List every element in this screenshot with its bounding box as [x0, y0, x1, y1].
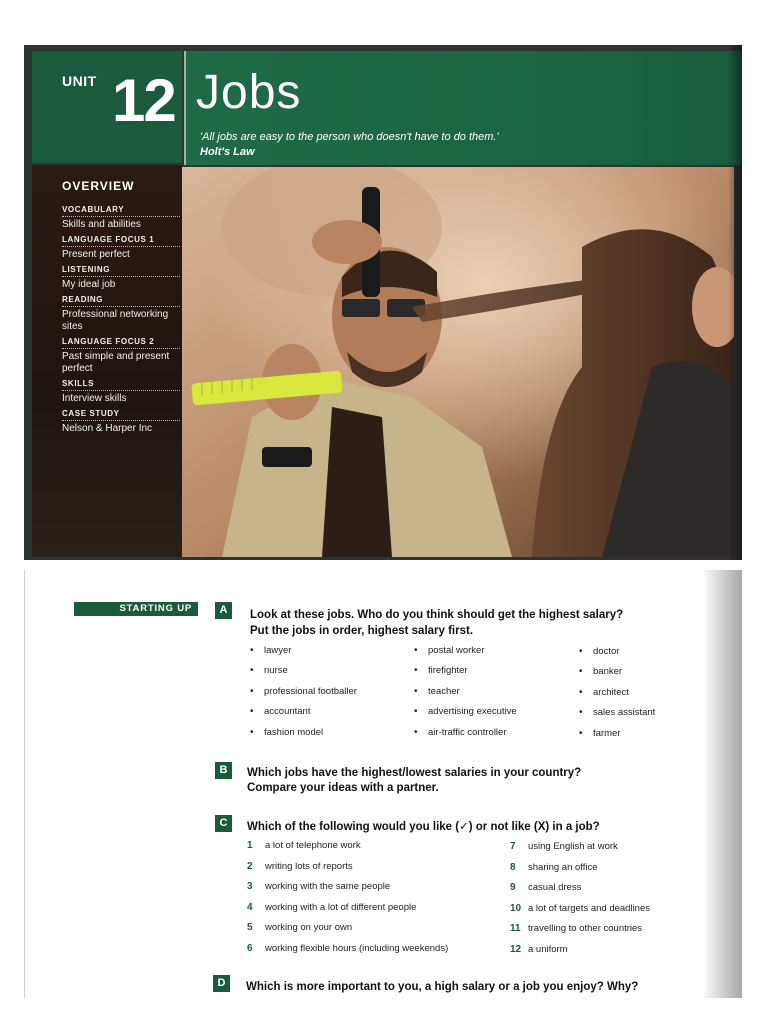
unit-number: 12 [112, 67, 175, 134]
overview-item [62, 295, 180, 333]
job-list-column-1 [250, 645, 357, 747]
job-item: • advertising executive [414, 706, 517, 718]
overview-category: READING [62, 295, 180, 307]
exercise-b-question-line2: Compare your ideas with a partner. [247, 782, 439, 794]
job-item: • lawyer [250, 645, 292, 656]
preference-list-column-2 [510, 841, 650, 965]
photo-illustration [182, 167, 734, 557]
page-margin-rule [24, 570, 25, 998]
exercise-b-question-line1: Which jobs have the highest/lowest salaries in your country? [247, 767, 582, 779]
overview-item [62, 337, 180, 375]
overview-item [62, 409, 180, 435]
preference-item: 10 a lot of targets and deadlines [510, 902, 651, 914]
quote-source: Holt's Law [200, 146, 255, 158]
unit-number-box [32, 51, 182, 163]
exercise-a-badge: A [215, 602, 232, 619]
overview-item [62, 379, 180, 405]
exercise-a-question-line1: Look at these jobs. Who do you think should get the highest salary? [250, 609, 624, 621]
exercise-d-badge: D [213, 975, 230, 992]
job-item: • firefighter [414, 665, 468, 677]
job-item: • architect [579, 686, 629, 698]
preference-item: 1 a lot of telephone work [247, 840, 361, 851]
job-item: • air-traffic controller [414, 726, 507, 738]
preference-item: 4 working with a lot of different people [247, 901, 417, 913]
preference-item: 5 working on your own [247, 922, 353, 934]
unit-opener-page [24, 45, 742, 560]
exercise-b-badge: B [215, 762, 232, 779]
exercise-c-badge: C [215, 815, 232, 832]
job-item: • sales assistant [579, 707, 656, 719]
preference-item: 3 working with the same people [247, 881, 391, 893]
overview-category: SKILLS [62, 379, 180, 391]
job-list-column-3 [579, 646, 655, 748]
preference-item: 9 casual dress [510, 882, 582, 894]
overview-list [62, 205, 180, 439]
section-banner: STARTING UP [74, 602, 198, 616]
job-item: • postal worker [414, 645, 485, 656]
preference-item: 2 writing lots of reports [247, 860, 353, 872]
page-gutter-shadow [702, 570, 742, 998]
job-list-column-2 [414, 645, 517, 747]
overview-topic: Interview skills [62, 393, 127, 404]
overview-topic: Past simple and present perfect [62, 351, 170, 374]
overview-topic: Nelson & Harper Inc [62, 423, 153, 434]
unit-quote: 'All jobs are easy to the person who doesn't have to do them.' [200, 131, 499, 143]
overview-category: VOCABULARY [62, 205, 180, 217]
preference-item: 7 using English at work [510, 841, 618, 852]
exercise-a-question-line2: Put the jobs in order, highest salary first. [250, 625, 474, 637]
exercise-d-question: Which is more important to you, a high salary or a job you enjoy? Why? [246, 981, 639, 993]
job-item: • fashion model [250, 726, 324, 738]
overview-item [62, 235, 180, 261]
overview-heading: OVERVIEW [62, 179, 135, 193]
banner-divider [184, 51, 186, 165]
overview-category: CASE STUDY [62, 409, 180, 421]
job-item: • professional footballer [250, 685, 357, 697]
page-edge-shadow [728, 45, 742, 560]
unit-title: Jobs [196, 66, 302, 119]
preference-item: 11 travelling to other countries [510, 923, 643, 935]
preference-list-column-1 [247, 840, 448, 964]
job-item: • accountant [250, 706, 311, 718]
overview-category: LANGUAGE FOCUS 1 [62, 235, 180, 247]
unit-title-banner [184, 51, 742, 165]
job-item: • nurse [250, 665, 288, 677]
overview-topic: My ideal job [62, 279, 116, 290]
overview-category: LISTENING [62, 265, 180, 277]
preference-item: 6 working flexible hours (including weekends) [247, 942, 449, 954]
preference-item: 8 sharing an office [510, 861, 598, 873]
overview-topic: Professional networking sites [62, 309, 169, 332]
job-item: • banker [579, 666, 623, 678]
job-item: • teacher [414, 685, 460, 697]
unit-label: UNIT [62, 73, 97, 89]
hairdresser-photo [182, 167, 734, 557]
starting-up-page [24, 570, 742, 998]
overview-topic: Present perfect [62, 249, 130, 260]
overview-item [62, 205, 180, 231]
overview-topic: Skills and abilities [62, 219, 141, 230]
overview-category: LANGUAGE FOCUS 2 [62, 337, 180, 349]
preference-item: 12 a uniform [510, 943, 568, 955]
job-item: • farmer [579, 727, 621, 739]
exercise-c-question: Which of the following would you like (✓) or not like (X) in a job? [247, 821, 600, 833]
overview-item [62, 265, 180, 291]
job-item: • doctor [579, 646, 620, 657]
overview-panel [32, 165, 182, 557]
